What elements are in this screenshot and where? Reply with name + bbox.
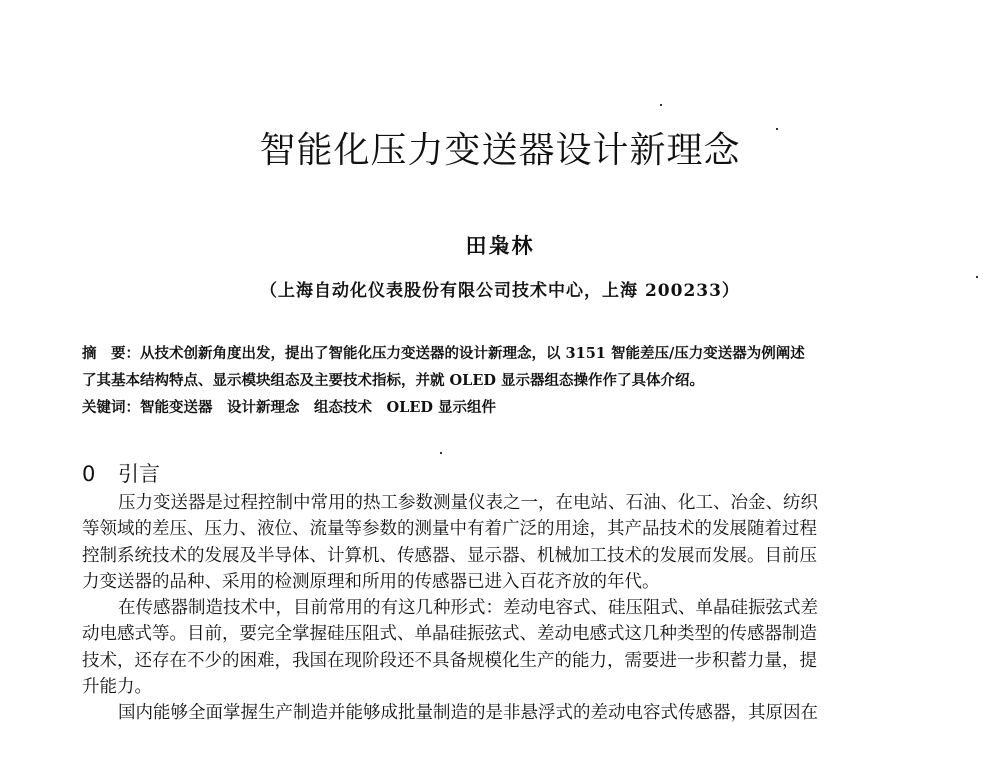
- body-line: 技术，还存在不少的困难，我国在现阶段还不具备规模化生产的能力，需要进一步积蓄力量，提: [82, 650, 817, 671]
- paper-title: 智能化压力变送器设计新理念: [259, 130, 741, 171]
- section-title: 引言: [118, 462, 160, 486]
- body-line: 压力变送器是过程控制中常用的热工参数测量仪表之一，在电站、石油、化工、冶金、纺织: [118, 493, 818, 513]
- abstract-block: [82, 340, 920, 421]
- scan-speck: [660, 104, 662, 106]
- body-line: 国内能够全面掌握生产制造并能够成批量制造的是非悬浮式的差动电容式传感器，其原因在: [118, 703, 818, 724]
- scan-speck: [440, 452, 442, 454]
- author-affiliation: （上海自动化仪表股份有限公司技术中心，上海 200233）: [260, 281, 740, 301]
- body-line: 控制系统技术的发展及半导体、计算机、传感器、显示器、机械加工技术的发展而发展。目前压: [82, 545, 817, 566]
- body-line: 在传感器制造技术中，目前常用的有这几种形式：差动电容式、硅压阻式、单晶硅振弦式差: [118, 598, 818, 619]
- body-line: 力变送器的品种、采用的检测原理和所用的传感器已进入百花齐放的年代。: [82, 571, 660, 592]
- abstract-line: 了其基本结构特点、显示模块组态及主要技术指标，并就 OLED 显示器组态操作作了具体介绍。: [82, 372, 705, 389]
- section-heading: [82, 458, 160, 488]
- author-name: 田枭林: [465, 233, 535, 258]
- section-number: 0: [82, 462, 96, 486]
- body-line: 等领域的差压、压力、液位、流量等参数的测量中有着广泛的用途，其产品技术的发展随着过程: [82, 519, 817, 540]
- keywords-line: 关键词：智能变送器 设计新理念 组态技术 OLED 显示组件: [82, 399, 496, 416]
- body-line: 动电感式等。目前，要完全掌握硅压阻式、单晶硅振弦式、差动电感式这几种类型的传感器制造: [82, 624, 817, 645]
- body-text: [82, 490, 920, 727]
- body-line: 升能力。: [82, 677, 152, 698]
- abstract-line: 摘 要：从技术创新角度出发，提出了智能化压力变送器的设计新理念，以 3151 智能差压/压力变送器为例阐述: [82, 345, 805, 362]
